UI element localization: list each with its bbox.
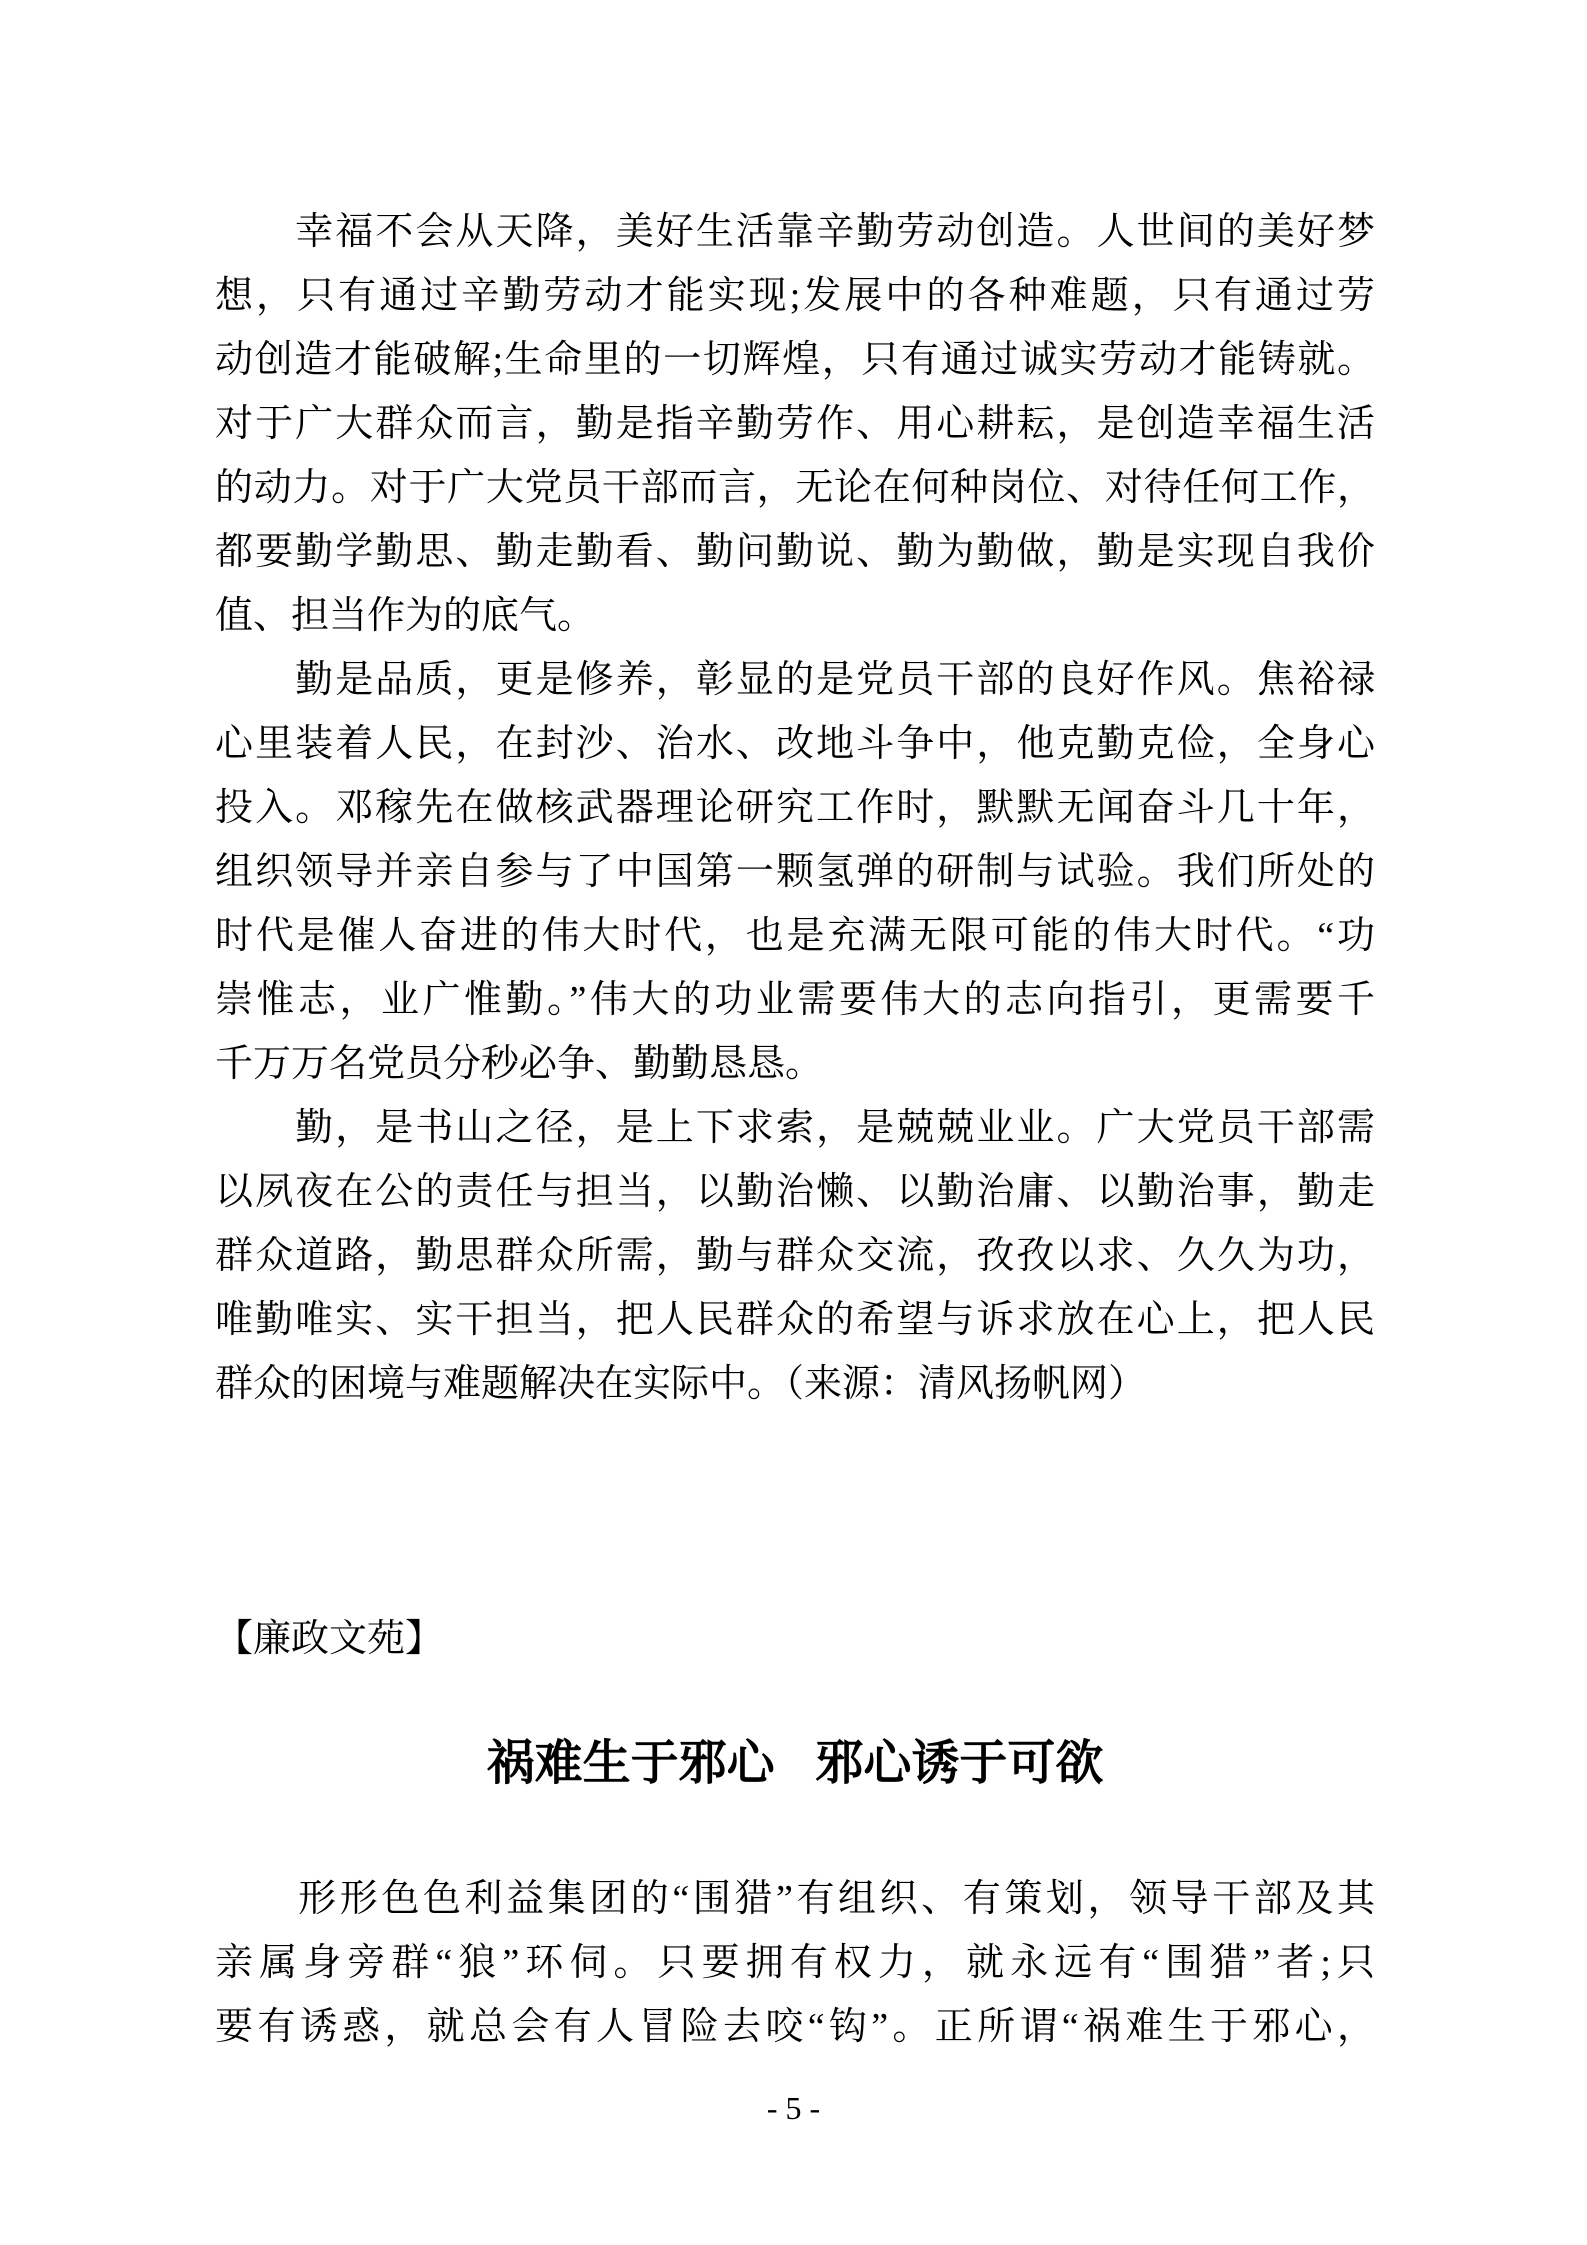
paragraph bbox=[215, 648, 1375, 1096]
main-text-block bbox=[215, 200, 1375, 1416]
text-line: 群众道路，勤思群众所需，勤与群众交流，孜孜以求、久久为功， bbox=[215, 1235, 1375, 1277]
text-line: 勤是品质，更是修养，彰显的是党员干部的良好作风。焦裕禄 bbox=[215, 659, 1375, 701]
paragraph bbox=[215, 1096, 1375, 1416]
text-line: 勤，是书山之径，是上下求索，是兢兢业业。广大党员干部需 bbox=[215, 1107, 1375, 1149]
text-line: 时代是催人奋进的伟大时代，也是充满无限可能的伟大时代。“功 bbox=[215, 915, 1375, 957]
text-line: 想，只有通过辛勤劳动才能实现;发展中的各种难题，只有通过劳 bbox=[215, 275, 1375, 317]
text-line: 值、担当作为的底气。 bbox=[215, 595, 596, 637]
page-number: - 5 - bbox=[766, 2090, 821, 2126]
paragraph bbox=[215, 200, 1375, 648]
section-header: 【廉政文苑】 bbox=[215, 1618, 444, 1660]
text-line: 对于广大群众而言，勤是指辛勤劳作、用心耕耘，是创造幸福生活 bbox=[215, 403, 1375, 445]
text-line: 要有诱惑，就总会有人冒险去咬“钩”。正所谓“祸难生于邪心， bbox=[215, 2006, 1375, 2048]
text-line: 心里装着人民，在封沙、治水、改地斗争中，他克勤克俭，全身心 bbox=[215, 723, 1375, 765]
text-line: 幸福不会从天降，美好生活靠辛勤劳动创造。人世间的美好梦 bbox=[215, 211, 1375, 253]
text-line: 唯勤唯实、实干担当，把人民群众的希望与诉求放在心上，把人民 bbox=[215, 1299, 1375, 1341]
text-line: 形形色色利益集团的“围猎”有组织、有策划，领导干部及其 bbox=[215, 1878, 1375, 1920]
text-line: 动创造才能破解;生命里的一切辉煌，只有通过诚实劳动才能铸就。 bbox=[215, 339, 1375, 381]
paragraph bbox=[215, 1867, 1375, 2059]
text-line: 千万万名党员分秒必争、勤勤恳恳。 bbox=[215, 1043, 824, 1085]
page-content bbox=[215, 200, 1375, 2059]
text-line: 的动力。对于广大党员干部而言，无论在何种岗位、对待任何工作， bbox=[215, 467, 1375, 509]
article-text-block bbox=[215, 1867, 1375, 2059]
text-line: 以夙夜在公的责任与担当，以勤治懒、以勤治庸、以勤治事，勤走 bbox=[215, 1171, 1375, 1213]
text-line: 群众的困境与难题解决在实际中。（来源：清风扬帆网） bbox=[215, 1363, 1147, 1405]
text-line: 亲属身旁群“狼”环伺。只要拥有权力，就永远有“围猎”者;只 bbox=[215, 1942, 1375, 1984]
article-title: 祸难生于邪心 邪心诱于可欲 bbox=[486, 1737, 1104, 1790]
text-line: 都要勤学勤思、勤走勤看、勤问勤说、勤为勤做，勤是实现自我价 bbox=[215, 531, 1375, 573]
text-line: 组织领导并亲自参与了中国第一颗氢弹的研制与试验。我们所处的 bbox=[215, 851, 1375, 893]
text-line: 崇惟志，业广惟勤。”伟大的功业需要伟大的志向指引，更需要千 bbox=[215, 979, 1375, 1021]
text-line: 投入。邓稼先在做核武器理论研究工作时，默默无闻奋斗几十年， bbox=[215, 787, 1375, 829]
